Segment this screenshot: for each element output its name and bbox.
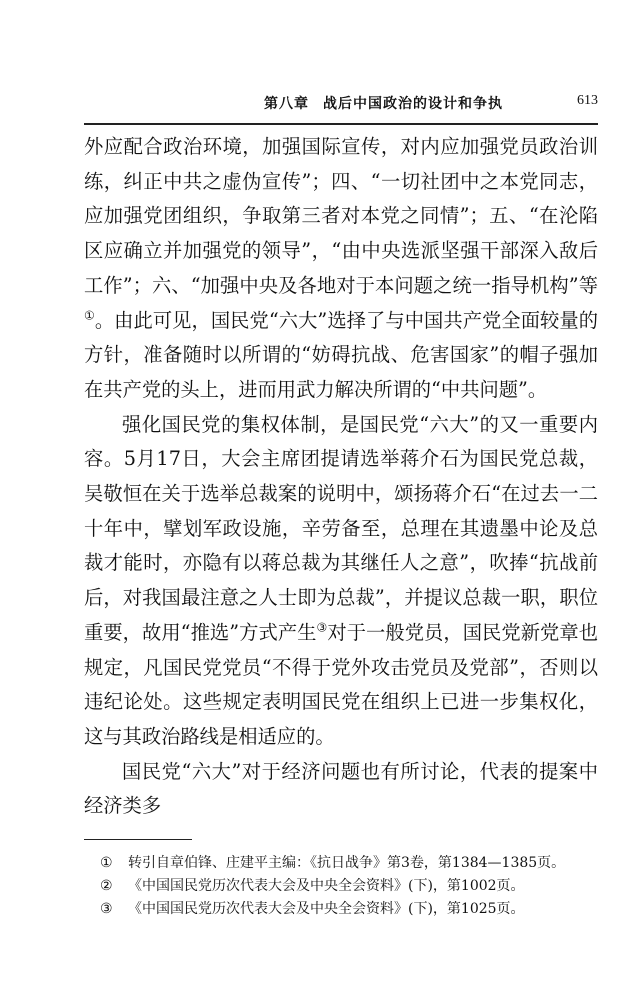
chapter-title: 战后中国政治的设计和争执 xyxy=(323,96,503,112)
footnote-text: 《中国国民党历次代表大会及中央全会资料》(下)，第1002页。 xyxy=(128,878,525,894)
paragraph-2 xyxy=(84,408,598,755)
footnote-1 xyxy=(100,852,600,875)
paragraph-text: 国民党“六大”对于经济问题也有所讨论，代表的提案中经济类多 xyxy=(84,759,598,818)
paragraph-1 xyxy=(84,130,598,408)
chapter-heading xyxy=(264,93,503,113)
footnote-2 xyxy=(100,875,600,898)
footnote-ref: ③ xyxy=(316,620,328,635)
footnote-mark: ② xyxy=(100,878,113,894)
paragraph-text: 外应配合政治环境，加强国际宣传，对内应加强党员政治训练，纠正中共之虚伪宣传”；四、“一切社团中之本党同志，应加强党团组织，争取第三者对本党之同情”；五、“在沦陷区应确立并加强党的领导”，“由中央选派坚强干部深入敌后工作”；六、“加强中央及各地对于本问题之统一指导机构”等 xyxy=(84,135,598,297)
body-text xyxy=(84,130,598,824)
footnotes xyxy=(100,852,600,921)
chapter-number: 第八章 xyxy=(264,96,309,112)
running-header xyxy=(84,93,598,125)
footnote-divider xyxy=(84,839,192,840)
paragraph-text: 强化国民党的集权体制，是国民党“六大”的又一重要内容。5月17日，大会主席团提请选举蒋介石为国民党总裁，吴敬恒在关于选举总裁案的说明中，颂扬蒋介石“在过去一二十年中，擘划军政设施，辛劳备至，总理在其遗墨中论及总裁才能时，亦隐有以蒋总裁为其继任人之意”，吹捧“抗战前后，对我国最注意之人士即为总裁”，并提议总裁一职，职位重要，故用“推选”方式产生 xyxy=(84,412,598,644)
page-number: 613 xyxy=(577,93,598,108)
footnote-mark: ③ xyxy=(100,901,113,917)
footnote-ref: ① xyxy=(84,308,95,323)
footnote-text: 转引自章伯锋、庄建平主编：《抗日战争》第3卷，第1384—1385页。 xyxy=(128,855,566,871)
paragraph-text: 。由此可见，国民党“六大”选择了与中国共产党全面较量的方针，准备随时以所谓的“妨碍抗战、危害国家”的帽子强加在共产党的头上，进而用武力解决所谓的“中共问题”。 xyxy=(84,308,599,401)
footnote-3 xyxy=(100,898,600,921)
paragraph-3 xyxy=(84,755,598,824)
footnote-text: 《中国国民党历次代表大会及中央全会资料》(下)，第1025页。 xyxy=(128,901,525,917)
paragraph-text: 对于一般党员，国民党新党章也规定，凡国民党党员“不得于党外攻击党员及党部”，否则以违纪论处。这些规定表明国民党在组织上已进一步集权化，这与其政治路线是相适应的。 xyxy=(84,620,599,748)
footnote-mark: ① xyxy=(100,855,113,871)
